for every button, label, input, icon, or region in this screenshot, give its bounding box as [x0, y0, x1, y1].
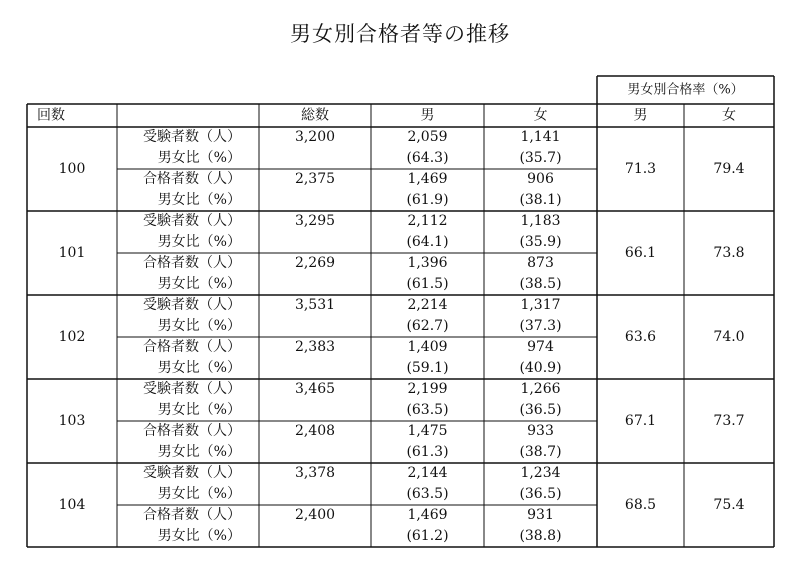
label-ratio: 男女比（%） — [157, 234, 241, 250]
pass-rate-male: 68.5 — [624, 497, 657, 513]
passers-male-pct: (61.9) — [406, 192, 449, 208]
label-passers: 合格者数（人） — [143, 507, 241, 523]
passers-male-pct: (61.3) — [406, 444, 449, 460]
passers-male: 1,469 — [407, 171, 448, 187]
pass-rate-female: 75.4 — [713, 497, 745, 513]
applicants-total: 3,378 — [294, 465, 336, 481]
applicants-female-pct: (36.5) — [519, 402, 562, 418]
passers-female-pct: (38.7) — [519, 444, 562, 460]
applicants-female: 1,141 — [520, 129, 561, 145]
pass-rate-male: 67.1 — [624, 413, 657, 429]
header-round: 回数 — [37, 107, 65, 124]
applicants-total: 3,295 — [294, 213, 336, 229]
label-ratio: 男女比（%） — [157, 360, 241, 376]
passers-total: 2,375 — [294, 171, 336, 187]
passers-male-pct: (61.2) — [406, 528, 449, 544]
pass-rate-female: 73.8 — [713, 245, 745, 261]
passers-total: 2,383 — [294, 339, 336, 355]
pass-rate-male: 71.3 — [624, 161, 657, 177]
pass-rate-female: 73.7 — [713, 413, 745, 429]
passers-total: 2,400 — [294, 507, 336, 523]
pass-rate-male: 66.1 — [624, 245, 657, 261]
header-female: 女 — [533, 107, 548, 124]
header-rate-female: 女 — [722, 107, 736, 124]
passers-female: 931 — [527, 507, 554, 523]
passers-female: 906 — [527, 171, 554, 187]
applicants-male-pct: (62.7) — [406, 318, 449, 334]
label-ratio: 男女比（%） — [157, 318, 241, 334]
label-applicants: 受験者数（人） — [143, 297, 241, 313]
pass-rate-female: 74.0 — [713, 329, 745, 345]
passers-male: 1,409 — [407, 339, 448, 355]
applicants-male: 2,214 — [407, 297, 448, 313]
applicants-female-pct: (35.7) — [519, 150, 562, 166]
label-passers: 合格者数（人） — [143, 255, 241, 271]
label-ratio: 男女比（%） — [157, 528, 241, 544]
header-male: 男 — [420, 107, 435, 124]
passers-male: 1,475 — [407, 423, 448, 439]
pass-rate-male: 63.6 — [624, 329, 657, 345]
applicants-male-pct: (63.5) — [406, 402, 449, 418]
passers-male-pct: (61.5) — [406, 276, 449, 292]
applicants-male: 2,112 — [407, 213, 448, 229]
applicants-female: 1,266 — [520, 381, 561, 397]
passers-female-pct: (38.5) — [519, 276, 562, 292]
round-number: 103 — [58, 413, 86, 429]
applicants-male: 2,199 — [407, 381, 448, 397]
applicants-total: 3,465 — [294, 381, 336, 397]
round-number: 102 — [58, 329, 86, 345]
passers-female: 933 — [527, 423, 554, 439]
label-applicants: 受験者数（人） — [143, 129, 241, 145]
applicants-female: 1,183 — [520, 213, 561, 229]
label-ratio: 男女比（%） — [157, 444, 241, 460]
passers-total: 2,269 — [294, 255, 336, 271]
applicants-total: 3,531 — [294, 297, 336, 313]
header-rate-male: 男 — [633, 107, 648, 124]
applicants-male: 2,059 — [407, 129, 448, 145]
passers-female-pct: (40.9) — [519, 360, 562, 376]
passers-male: 1,469 — [407, 507, 448, 523]
label-passers: 合格者数（人） — [143, 171, 241, 187]
applicants-female-pct: (36.5) — [519, 486, 562, 502]
label-ratio: 男女比（%） — [157, 192, 241, 208]
passers-female-pct: (38.8) — [519, 528, 562, 544]
passers-total: 2,408 — [294, 423, 336, 439]
applicants-male: 2,144 — [407, 465, 448, 481]
applicants-male-pct: (63.5) — [406, 486, 449, 502]
label-applicants: 受験者数（人） — [143, 213, 241, 229]
passers-male-pct: (59.1) — [406, 360, 449, 376]
passers-female: 873 — [527, 255, 554, 271]
applicants-male-pct: (64.3) — [406, 150, 449, 166]
applicants-total: 3,200 — [294, 129, 336, 145]
label-ratio: 男女比（%） — [157, 402, 241, 418]
passers-female-pct: (38.1) — [519, 192, 562, 208]
label-passers: 合格者数（人） — [143, 423, 241, 439]
label-ratio: 男女比（%） — [157, 150, 241, 166]
table-grid-lines — [27, 76, 774, 547]
round-number: 100 — [58, 161, 86, 177]
table-cells — [37, 82, 745, 545]
label-passers: 合格者数（人） — [143, 339, 241, 355]
header-total: 総数 — [301, 107, 329, 124]
applicants-female: 1,317 — [520, 297, 561, 313]
applicants-female: 1,234 — [520, 465, 561, 481]
round-number: 101 — [58, 245, 86, 261]
header-rate-group: 男女別合格率（%） — [627, 82, 744, 98]
applicants-male-pct: (64.1) — [406, 234, 449, 250]
passers-female: 974 — [527, 339, 554, 355]
applicants-female-pct: (35.9) — [519, 234, 562, 250]
label-ratio: 男女比（%） — [157, 276, 241, 292]
label-ratio: 男女比（%） — [157, 486, 241, 502]
applicants-female-pct: (37.3) — [519, 318, 562, 334]
round-number: 104 — [58, 497, 86, 513]
label-applicants: 受験者数（人） — [143, 381, 241, 397]
document-title: 男女別合格者等の推移 — [290, 22, 510, 46]
passers-male: 1,396 — [407, 255, 448, 271]
pass-rate-female: 79.4 — [713, 161, 745, 177]
label-applicants: 受験者数（人） — [143, 465, 241, 481]
